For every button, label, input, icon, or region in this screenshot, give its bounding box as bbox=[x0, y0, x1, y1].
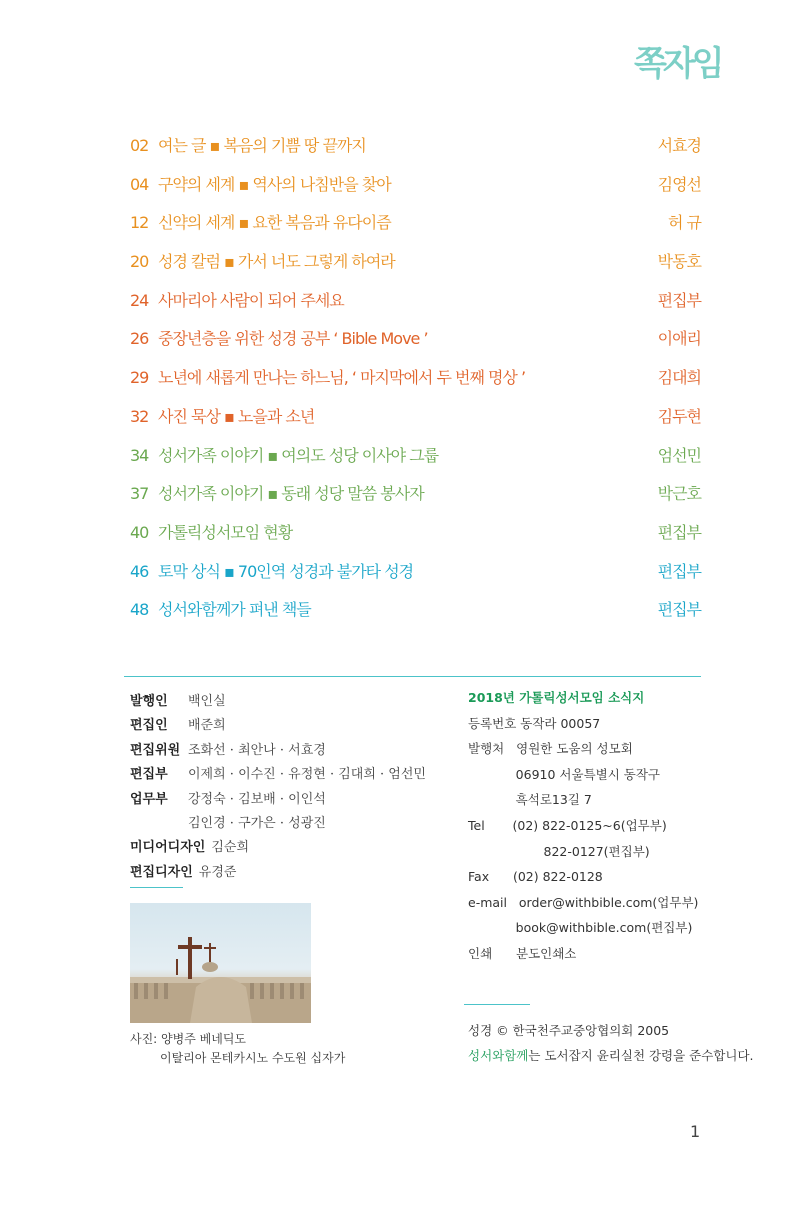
staff-row bbox=[130, 714, 426, 738]
staff-row bbox=[130, 788, 426, 812]
info-row: 등록번호 동작라 00057 bbox=[468, 715, 601, 731]
staff-names: 김순희 bbox=[211, 840, 250, 856]
info-row: book@withbible.com(편집부) bbox=[468, 920, 693, 936]
staff-role: 편집디자인 bbox=[130, 864, 193, 880]
toc-page-number: 40 bbox=[130, 522, 149, 542]
toc-page-number: 29 bbox=[130, 368, 149, 388]
toc-author: 이애리 bbox=[657, 329, 701, 349]
toc-title: 노년에 새롭게 만나는 하느님, ‘ 마지막에서 두 번째 명상 ’ bbox=[158, 368, 526, 388]
toc-page-number: 37 bbox=[130, 484, 149, 504]
toc-author: 박근호 bbox=[657, 484, 701, 504]
toc-item[interactable] bbox=[130, 327, 701, 366]
info-row: 발행처 영원한 도움의 성모회 bbox=[468, 741, 633, 757]
magazine-logo: 쪽자임 bbox=[634, 44, 721, 84]
ethics-brand: 성서와함께 bbox=[468, 1048, 529, 1063]
publication-info bbox=[468, 686, 698, 968]
toc-author: 편집부 bbox=[657, 522, 701, 542]
toc-title: 신약의 세계 ▪ 요한 복음과 유다이즘 bbox=[158, 213, 391, 233]
staff-names: 김인경 · 구가은 · 성광진 bbox=[188, 815, 326, 831]
toc-title: 성서와함께가 펴낸 책들 bbox=[158, 600, 311, 620]
staff-row bbox=[130, 763, 426, 787]
toc-title: 여는 글 ▪ 복음의 기쁨 땅 끝까지 bbox=[158, 136, 366, 155]
toc-page-number: 32 bbox=[130, 406, 149, 426]
staff-row bbox=[130, 861, 426, 885]
staff-role: 편집위원 bbox=[130, 742, 181, 758]
toc-title: 사진 묵상 ▪ 노을과 소년 bbox=[158, 406, 315, 426]
toc-title: 성서가족 이야기 ▪ 동래 성당 말씀 봉사자 bbox=[158, 484, 424, 504]
toc-item[interactable] bbox=[130, 250, 701, 289]
toc-author: 엄선민 bbox=[657, 445, 701, 465]
photo-caption bbox=[130, 1030, 345, 1068]
toc-author: 서효경 bbox=[657, 136, 701, 155]
toc-author: 편집부 bbox=[657, 600, 701, 620]
staff-role: 미디어디자인 bbox=[130, 840, 206, 856]
staff-names: 강정숙 · 김보배 · 이인석 bbox=[188, 791, 326, 807]
info-row: Tel (02) 822-0125~6(업무부) bbox=[468, 817, 667, 833]
toc-item[interactable] bbox=[130, 134, 701, 173]
toc-title: 사마리아 사람이 되어 주세요 bbox=[158, 290, 344, 310]
toc-page-number: 46 bbox=[130, 561, 149, 581]
toc-item[interactable] bbox=[130, 211, 701, 250]
table-of-contents bbox=[130, 134, 701, 637]
toc-item[interactable] bbox=[130, 444, 701, 483]
caption-line-2: 이탈리아 몬테카시노 수도원 십자가 bbox=[160, 1051, 346, 1065]
toc-author: 김대희 bbox=[657, 368, 701, 388]
staff-row bbox=[130, 690, 426, 714]
toc-item[interactable] bbox=[130, 521, 701, 560]
staff-row bbox=[130, 836, 426, 860]
toc-item[interactable] bbox=[130, 482, 701, 521]
toc-item[interactable] bbox=[130, 173, 701, 212]
staff-row bbox=[130, 812, 426, 836]
staff-role: 업무부 bbox=[130, 791, 168, 807]
info-row: 인쇄 분도인쇄소 bbox=[468, 945, 577, 961]
toc-page-number: 26 bbox=[130, 329, 149, 349]
toc-author: 김영선 bbox=[657, 174, 701, 194]
staff-row bbox=[130, 739, 426, 763]
ethics-text: 는 도서잡지 윤리실천 강령을 준수합니다. bbox=[528, 1048, 754, 1063]
cross-photo bbox=[130, 903, 311, 1023]
toc-page-number: 34 bbox=[130, 445, 149, 465]
toc-title: 중장년층을 위한 성경 공부 ‘ Bible Move ’ bbox=[158, 329, 428, 349]
staff-role: 편집부 bbox=[130, 767, 168, 783]
toc-author: 김두현 bbox=[657, 406, 701, 426]
toc-item[interactable] bbox=[130, 598, 701, 637]
toc-title: 성서가족 이야기 ▪ 여의도 성당 이사야 그룹 bbox=[158, 445, 439, 465]
copyright-block bbox=[468, 1018, 754, 1068]
toc-title: 구약의 세계 ▪ 역사의 나침반을 찾아 bbox=[158, 174, 391, 194]
info-row: Fax (02) 822-0128 bbox=[468, 869, 603, 885]
staff-names: 배준희 bbox=[188, 718, 226, 734]
staff-role: 발행인 bbox=[130, 694, 168, 709]
toc-item[interactable] bbox=[130, 289, 701, 328]
info-underline bbox=[464, 1004, 530, 1005]
info-row: 흑석로13길 7 bbox=[468, 792, 592, 808]
section-divider bbox=[124, 676, 701, 677]
staff-names: 유경준 bbox=[198, 864, 237, 880]
ethics-line bbox=[468, 1043, 754, 1068]
toc-item[interactable] bbox=[130, 560, 701, 599]
toc-page-number: 04 bbox=[130, 174, 149, 194]
info-heading: 2018년 가톨릭성서모임 소식지 bbox=[468, 690, 645, 705]
info-row: 822-0127(편집부) bbox=[468, 843, 650, 859]
info-row: 06910 서울특별시 동작구 bbox=[468, 766, 660, 782]
toc-item[interactable] bbox=[130, 405, 701, 444]
toc-page-number: 24 bbox=[130, 290, 149, 310]
caption-line-1: 사진: 양병주 베네딕도 bbox=[130, 1032, 247, 1046]
toc-author: 박동호 bbox=[657, 252, 701, 272]
staff-names: 조화선 · 최안나 · 서효경 bbox=[188, 742, 326, 758]
toc-author: 편집부 bbox=[657, 561, 701, 581]
staff-names: 백인실 bbox=[188, 694, 226, 709]
toc-page-number: 02 bbox=[130, 136, 149, 155]
toc-page-number: 48 bbox=[130, 600, 149, 620]
info-row: e-mail order@withbible.com(업무부) bbox=[468, 894, 699, 910]
toc-title: 가톨릭성서모임 현황 bbox=[158, 522, 293, 542]
toc-title: 토막 상식 ▪ 70인역 성경과 불가타 성경 bbox=[158, 561, 414, 581]
staff-list bbox=[130, 690, 426, 885]
toc-author: 편집부 bbox=[657, 290, 701, 310]
cross-photo-illustration bbox=[130, 903, 311, 1023]
toc-item[interactable] bbox=[130, 366, 701, 405]
copyright-line: 성경 © 한국천주교중앙협의회 2005 bbox=[468, 1023, 670, 1038]
toc-page-number: 12 bbox=[130, 213, 149, 233]
toc-title: 성경 칼럼 ▪ 가서 너도 그렇게 하여라 bbox=[158, 252, 395, 272]
page-number: 1 bbox=[690, 1122, 701, 1141]
staff-underline bbox=[130, 887, 183, 888]
toc-page-number: 20 bbox=[130, 252, 149, 272]
toc-author: 허 규 bbox=[668, 213, 701, 233]
staff-names: 이제희 · 이수진 · 유정현 · 김대희 · 엄선민 bbox=[188, 767, 426, 783]
staff-role: 편집인 bbox=[130, 718, 168, 734]
